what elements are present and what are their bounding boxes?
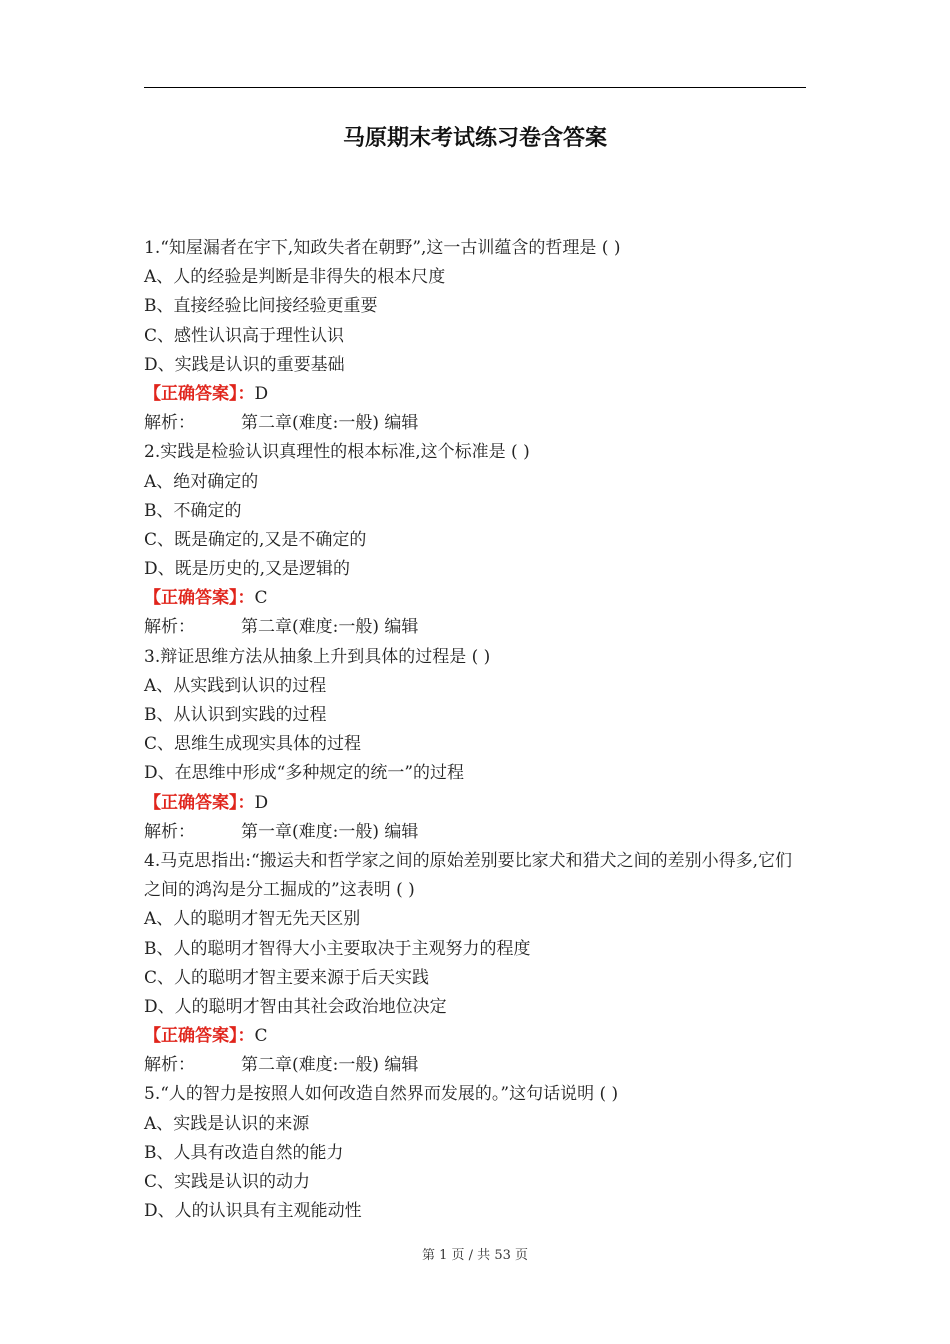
answer-value: C [254, 588, 268, 609]
analysis-label: 解析： [144, 413, 195, 434]
option-d: D、既是历史的,又是逻辑的 [144, 559, 351, 580]
option-a: A、实践是认识的来源 [144, 1113, 310, 1134]
answer-value: D [254, 792, 269, 813]
option-c: C、思维生成现实具体的过程 [144, 734, 362, 755]
analysis-line [144, 1051, 806, 1080]
option-a: A、人的聪明才智无先天区别 [144, 909, 361, 930]
analysis-text: 第二章(难度:一般) 编辑 [241, 1055, 419, 1076]
option-d: D、人的聪明才智由其社会政治地位决定 [144, 996, 447, 1017]
question-stem: 2.实践是检验认识真理性的根本标准,这个标准是 ( ) [144, 442, 530, 463]
option-c: C、实践是认识的动力 [144, 1172, 311, 1193]
answer-line [144, 584, 806, 613]
answer-label: 【正确答案】： [144, 1026, 255, 1047]
analysis-text: 第二章(难度:一般) 编辑 [241, 413, 419, 434]
answer-line [144, 1022, 806, 1051]
question-stem: 1.“知屋漏者在宇下,知政失者在朝野”,这一古训蕴含的哲理是 ( ) [144, 238, 621, 258]
analysis-line [144, 613, 806, 642]
answer-label: 【正确答案】： [144, 588, 255, 609]
option-d: D、人的认识具有主观能动性 [144, 1201, 362, 1222]
option-b: B、人具有改造自然的能力 [144, 1142, 344, 1163]
option-c: C、人的聪明才智主要来源于后天实践 [144, 967, 430, 988]
analysis-text: 第二章(难度:一般) 编辑 [241, 617, 419, 638]
option-a: A、从实践到认识的过程 [144, 675, 327, 696]
question-stem: 5.“人的智力是按照人如何改造自然界而发展的。”这句话说明 ( ) [144, 1084, 619, 1105]
option-a: A、绝对确定的 [144, 471, 259, 492]
analysis-label: 解析： [144, 821, 195, 842]
option-d: D、在思维中形成“多种规定的统一”的过程 [144, 763, 465, 784]
answer-label: 【正确答案】： [144, 792, 255, 813]
answer-value: D [254, 383, 269, 404]
option-b: B、直接经验比间接经验更重要 [144, 296, 378, 317]
option-b: B、人的聪明才智得大小主要取决于主观努力的程度 [144, 938, 531, 959]
option-a: A、人的经验是判断是非得失的根本尺度 [144, 267, 446, 288]
answer-value: C [254, 1026, 268, 1047]
option-c: C、感性认识高于理性认识 [144, 325, 345, 346]
analysis-text: 第一章(难度:一般) 编辑 [241, 821, 419, 842]
analysis-label: 解析： [144, 617, 195, 638]
analysis-label: 解析： [144, 1055, 195, 1076]
analysis-line [144, 409, 806, 438]
question-list [144, 234, 806, 1226]
analysis-line [144, 818, 806, 847]
answer-line [144, 789, 806, 818]
option-b: B、从认识到实践的过程 [144, 705, 327, 725]
header-rule [144, 87, 806, 88]
option-d: D、实践是认识的重要基础 [144, 354, 345, 375]
answer-label: 【正确答案】： [144, 383, 255, 404]
question-stem: 4.马克思指出:“搬运夫和哲学家之间的原始差别要比家犬和猎犬之间的差别小得多,它们之间的鸿沟是分工掘成的”这表明 ( ) [144, 850, 793, 901]
option-b: B、不确定的 [144, 500, 242, 521]
answer-line [144, 380, 806, 409]
question-stem: 3.辩证思维方法从抽象上升到具体的过程是 ( ) [144, 646, 491, 667]
option-c: C、既是确定的,又是不确定的 [144, 529, 367, 550]
page-footer: 第 1 页 / 共 53 页 [422, 1248, 528, 1263]
document-title: 马原期末考试练习卷含答案 [342, 126, 607, 151]
